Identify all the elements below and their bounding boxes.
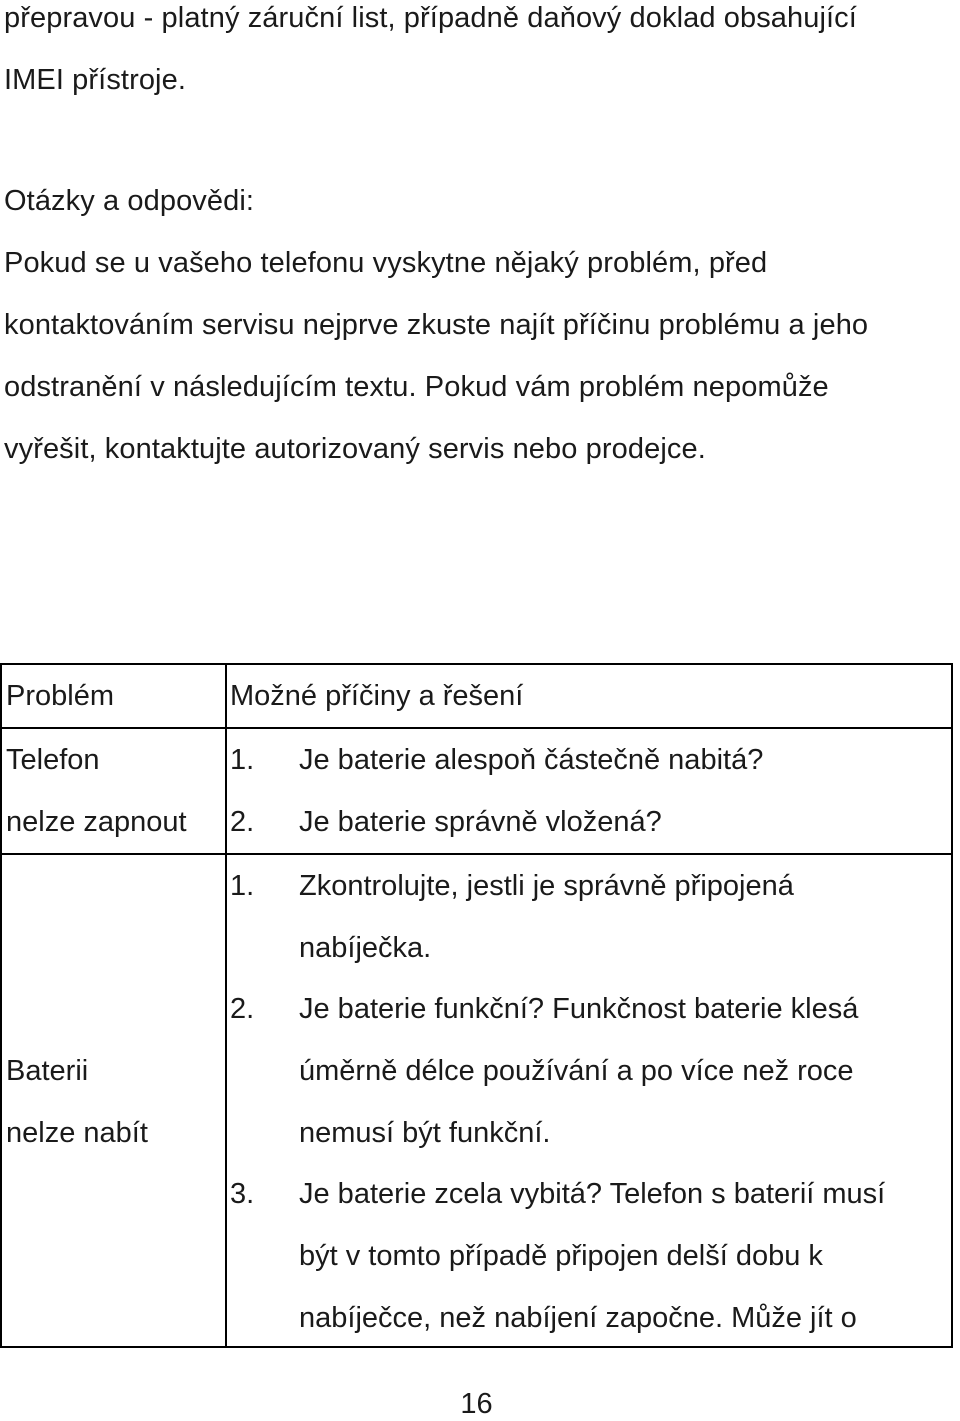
table-header-row <box>2 665 951 727</box>
item-text: Je baterie zcela vybitá? Telefon s baterií musí <box>299 1178 886 1210</box>
troubleshooting-table <box>0 663 953 1348</box>
qa-line-3: kontaktováním servisu nejprve zkuste najít příčinu problému a jeho <box>4 309 869 341</box>
table-row <box>2 853 951 1346</box>
problem-label: Telefon <box>6 744 100 776</box>
table-row <box>2 727 951 853</box>
item-text: úměrně délce používání a po více než roce <box>299 1055 854 1087</box>
item-text: být v tomto případě připojen delší dobu k <box>299 1240 823 1272</box>
item-number: 1. <box>230 870 255 902</box>
item-text: Je baterie správně vložená? <box>299 806 662 838</box>
column-divider <box>225 729 227 853</box>
item-number: 1. <box>230 744 255 776</box>
item-number: 2. <box>230 806 255 838</box>
item-number: 2. <box>230 993 255 1025</box>
item-text: Je baterie funkční? Funkčnost baterie klesá <box>299 993 859 1025</box>
item-text: Zkontrolujte, jestli je správně připojená <box>299 870 794 902</box>
item-text: nabíječka. <box>299 932 432 964</box>
qa-heading: Otázky a odpovědi: <box>4 185 255 217</box>
item-number: 3. <box>230 1178 255 1210</box>
header-problem: Problém <box>6 680 114 712</box>
problem-label: nelze nabít <box>6 1117 148 1149</box>
qa-line-4: odstranění v následujícím textu. Pokud vám problém nepomůže <box>4 371 829 403</box>
qa-line-2: Pokud se u vašeho telefonu vyskytne nějaký problém, před <box>4 247 768 279</box>
item-text: nemusí být funkční. <box>299 1117 551 1149</box>
column-divider <box>225 855 227 1346</box>
problem-label: Baterii <box>6 1055 89 1087</box>
intro-line-1: přepravou - platný záruční list, případně daňový doklad obsahující <box>4 2 857 34</box>
page-number: 16 <box>460 1388 493 1420</box>
problem-label: nelze zapnout <box>6 806 187 838</box>
column-divider <box>225 665 227 727</box>
item-text: nabíječce, než nabíjení započne. Může jít o <box>299 1302 857 1334</box>
intro-line-2: IMEI přístroje. <box>4 64 186 96</box>
qa-line-5: vyřešit, kontaktujte autorizovaný servis nebo prodejce. <box>4 433 706 465</box>
header-solutions: Možné příčiny a řešení <box>230 680 524 712</box>
item-text: Je baterie alespoň částečně nabitá? <box>299 744 764 776</box>
